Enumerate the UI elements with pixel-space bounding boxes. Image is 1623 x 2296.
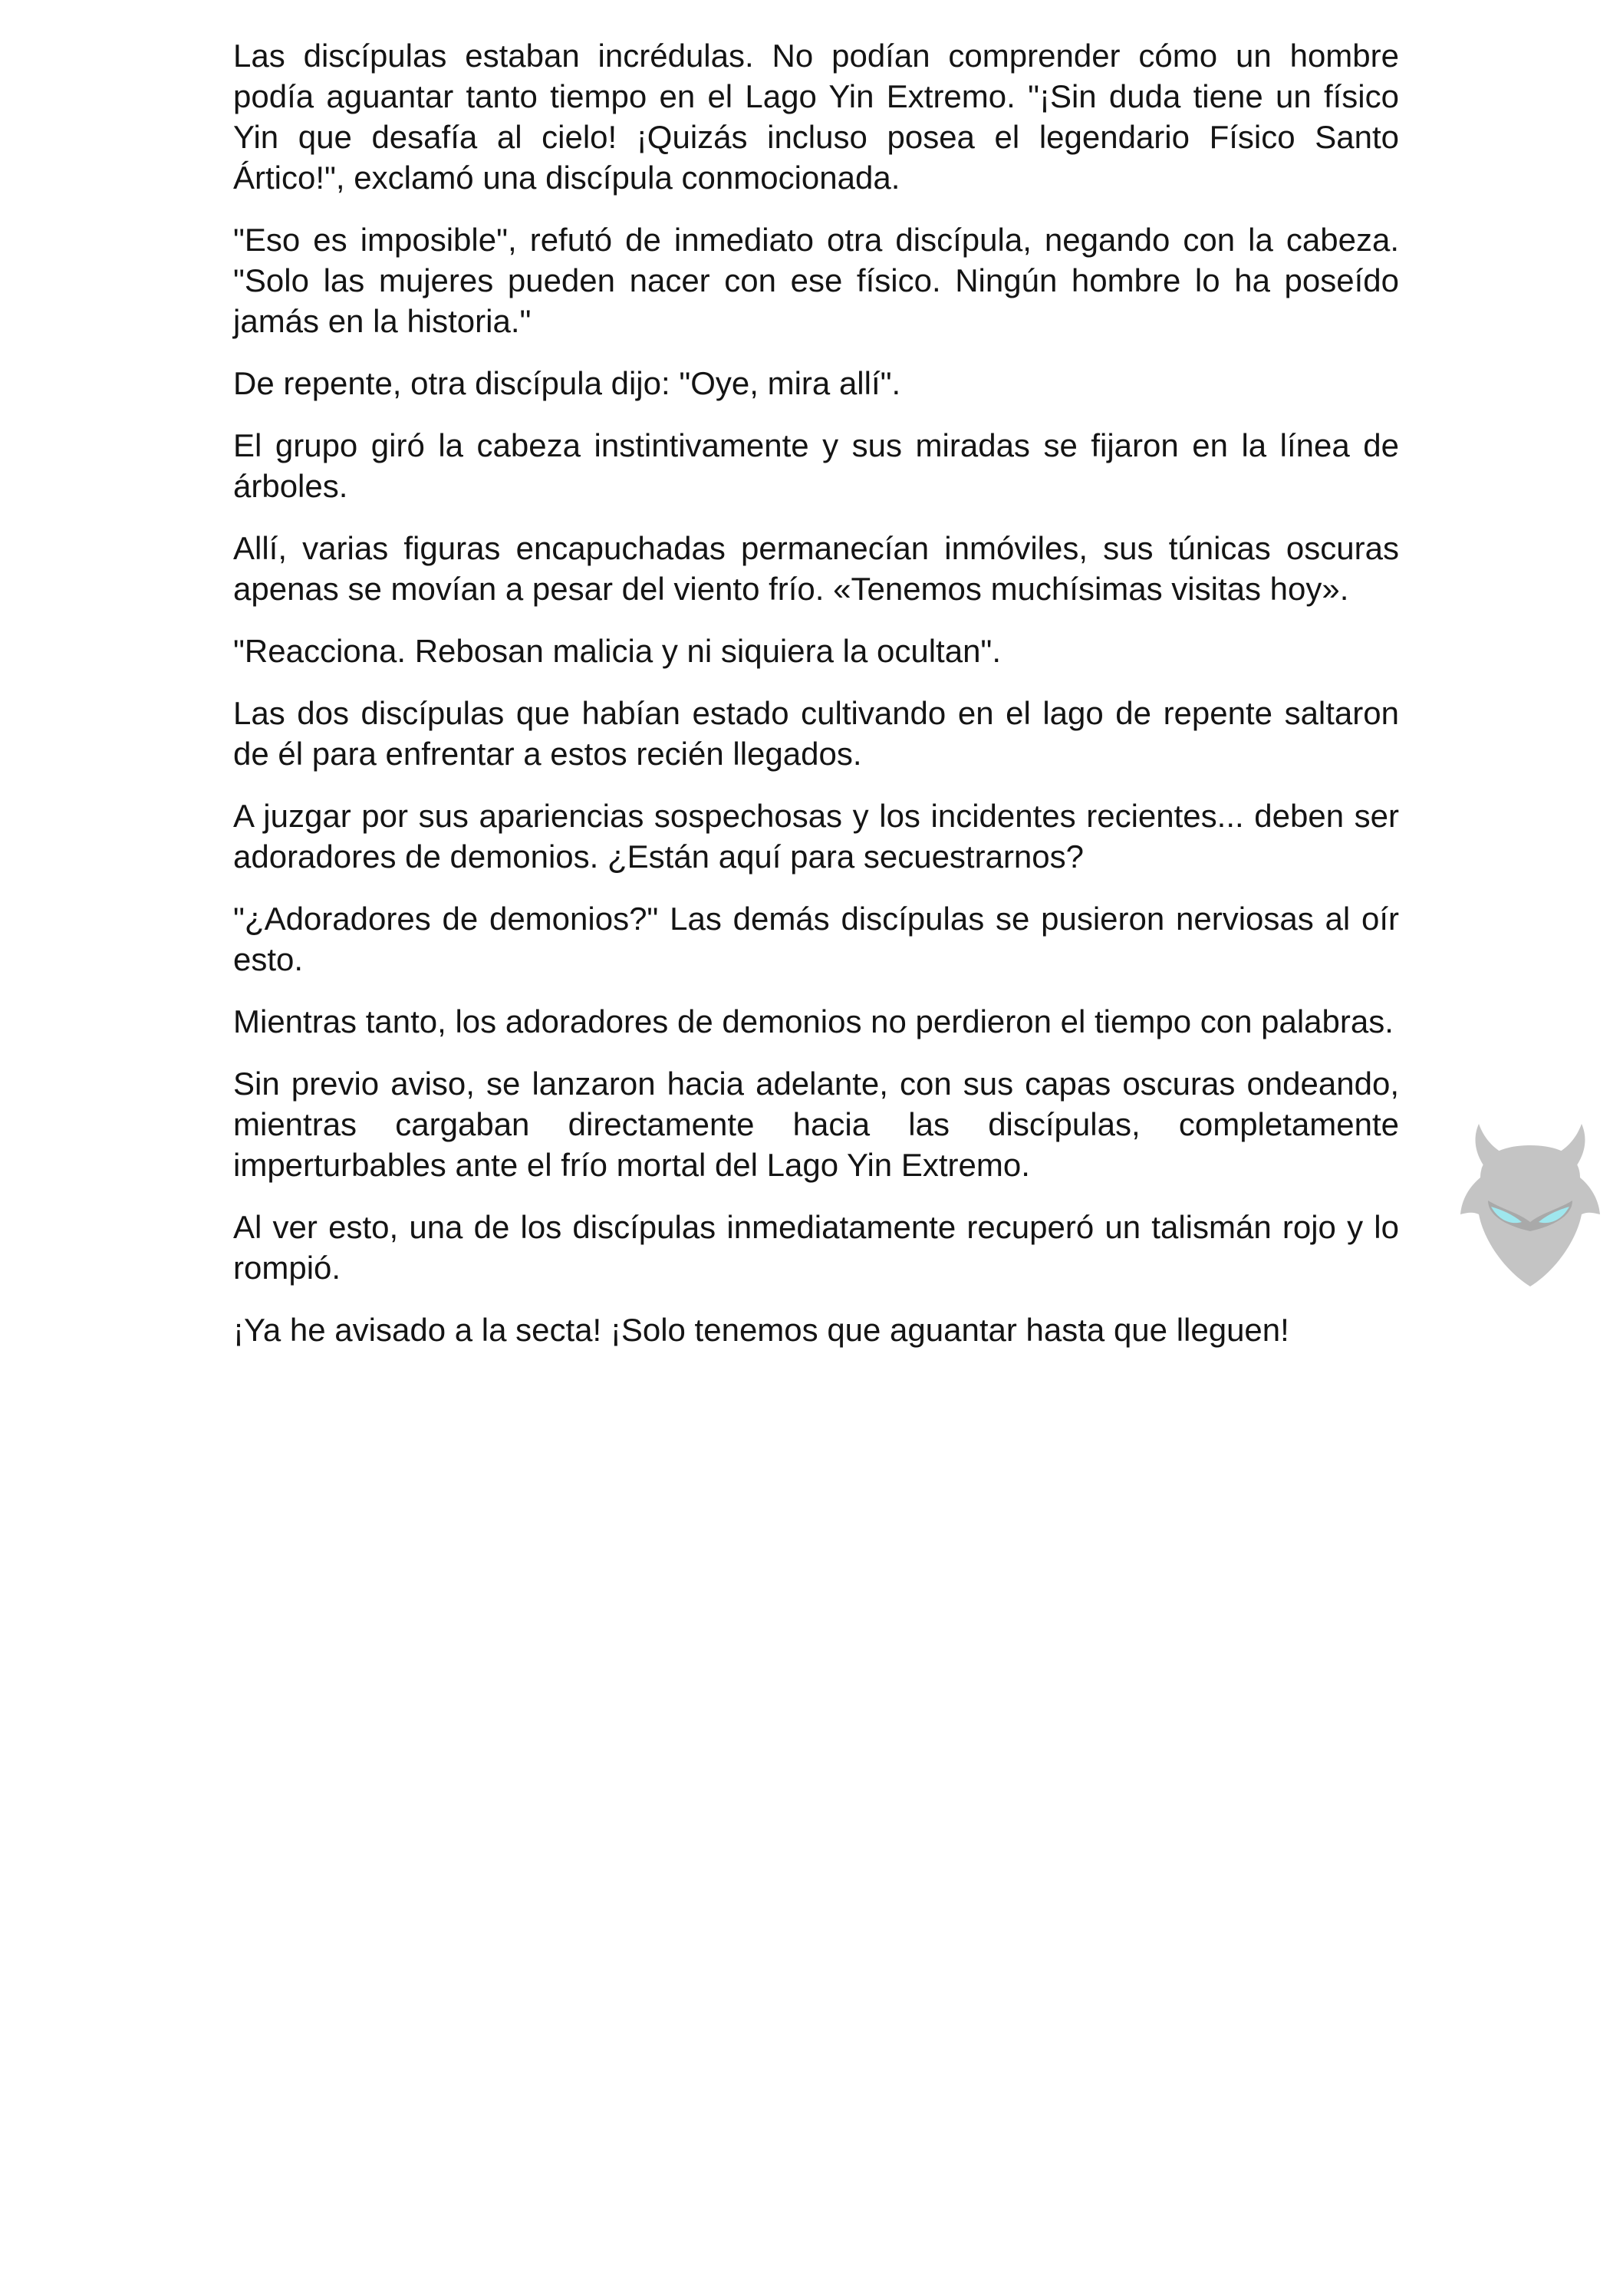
paragraph-13: ¡Ya he avisado a la secta! ¡Solo tenemos que aguantar hasta que lleguen! (233, 1312, 1289, 1348)
paragraph-5: Allí, varias figuras encapuchadas permanecían inmóviles, sus túnicas oscuras apenas se movían a pesar del viento frío. «Tenemos muchísimas visitas hoy». (233, 530, 1399, 607)
paragraph-10: Mientras tanto, los adoradores de demonios no perdieron el tiempo con palabras. (233, 1003, 1394, 1039)
demon-head-shape (1460, 1124, 1600, 1286)
paragraph-2: "Eso es imposible", refutó de inmediato otra discípula, negando con la cabeza. "Solo las mujeres pueden nacer con ese físico. Ningún hombre lo ha poseído jamás en la historia." (233, 222, 1399, 339)
paragraph-8: A juzgar por sus apariencias sospechosas y los incidentes recientes... deben ser adoradores de demonios. ¿Están aquí para secuestrarnos? (233, 798, 1399, 875)
paragraph-1: Las discípulas estaban incrédulas. No podían comprender cómo un hombre podía aguantar tanto tiempo en el Lago Yin Extremo. "¡Sin duda tiene un físico Yin que desafía al cielo! ¡Quizás incluso posea el legendario Físico Santo Ártico!", exclamó una discípula conmocionada. (233, 38, 1399, 196)
paragraph-11: Sin previo aviso, se lanzaron hacia adelante, con sus capas oscuras ondeando, mientras cargaban directamente hacia las discípulas, completamente imperturbables ante el frío mortal del Lago Yin Extremo. (233, 1066, 1399, 1183)
paragraph-9: "¿Adoradores de demonios?" Las demás discípulas se pusieron nerviosas al oír esto. (233, 901, 1399, 977)
paragraph-12: Al ver esto, una de los discípulas inmediatamente recuperó un talismán rojo y lo rompió. (233, 1209, 1399, 1286)
paragraph-4: El grupo giró la cabeza instintivamente y sus miradas se fijaron en la línea de árboles. (233, 427, 1399, 504)
paragraph-7: Las dos discípulas que habían estado cultivando en el lago de repente saltaron de él para enfrentar a estos recién llegados. (233, 695, 1399, 772)
demon-head-icon (1457, 1124, 1603, 1293)
paragraph-3: De repente, otra discípula dijo: "Oye, mira allí". (233, 365, 901, 401)
text-column (233, 35, 1399, 1372)
head (1460, 1145, 1600, 1286)
paragraph-6: "Reacciona. Rebosan malicia y ni siquiera la ocultan". (233, 633, 1002, 669)
